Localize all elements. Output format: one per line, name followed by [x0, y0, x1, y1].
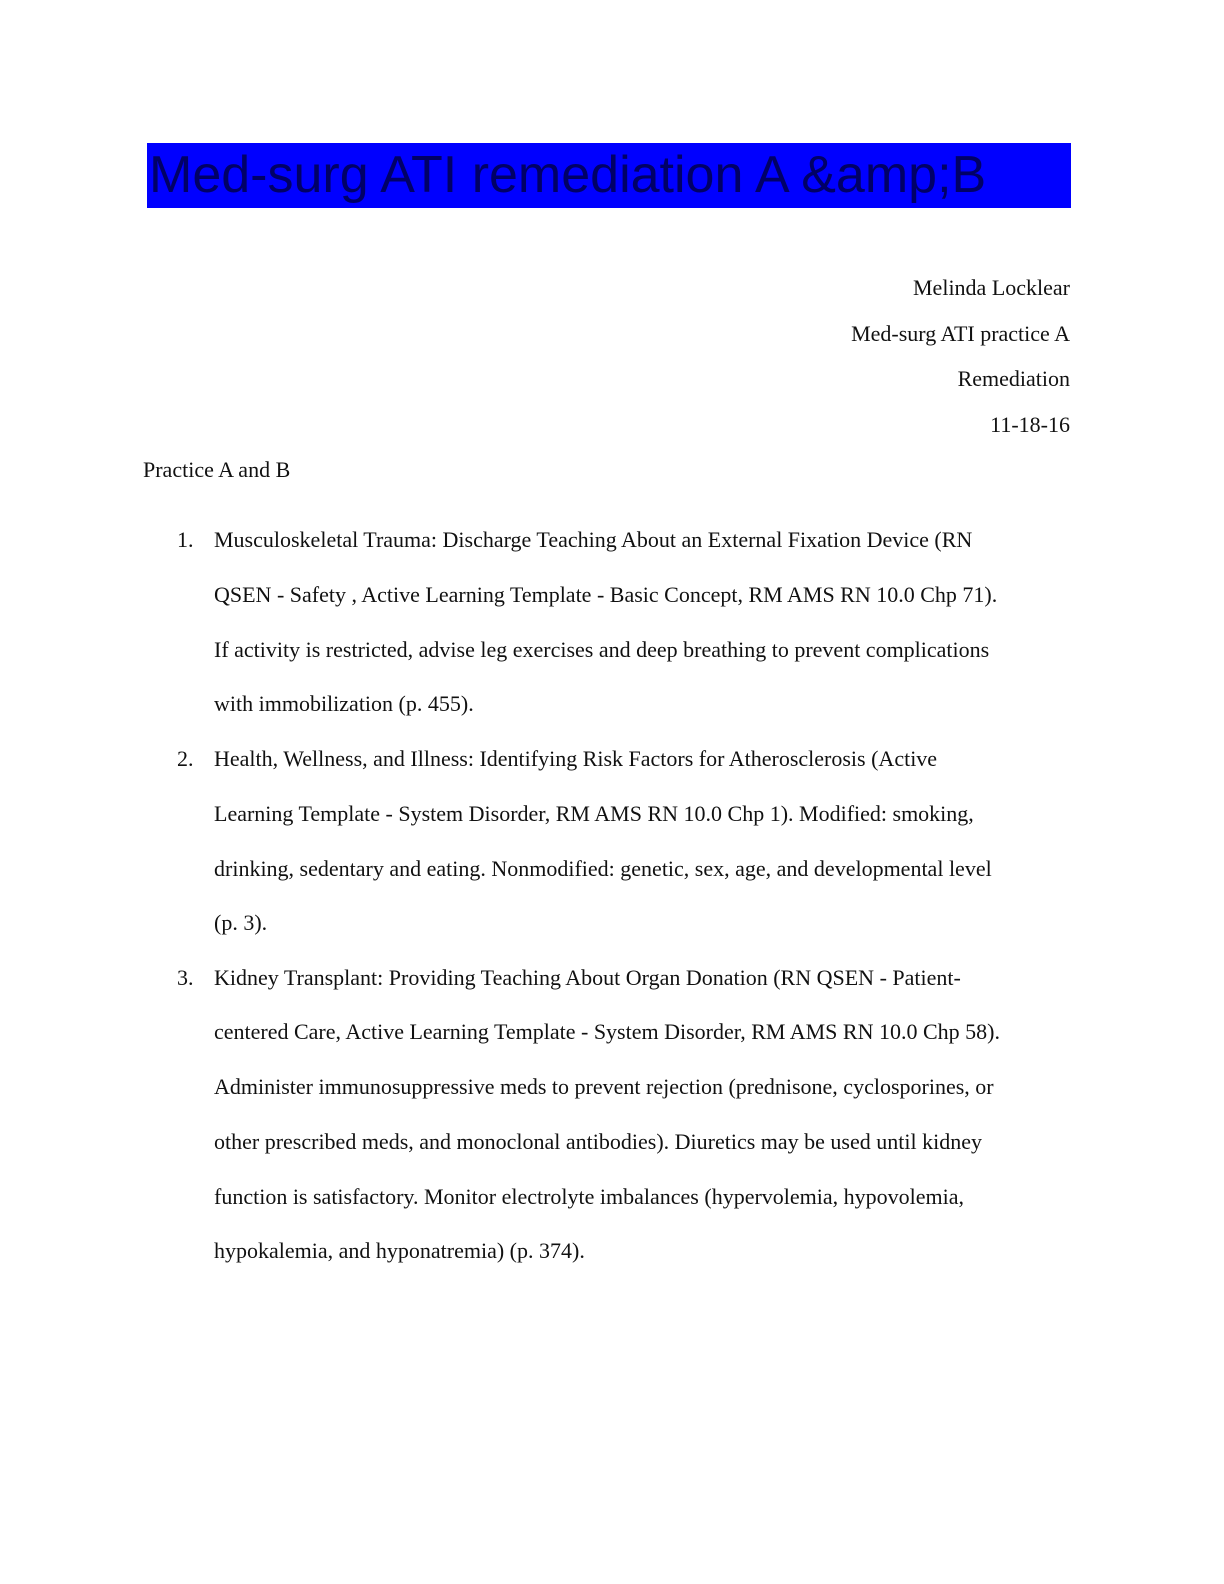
- list-item-line: Health, Wellness, and Illness: Identifying Risk Factors for Atherosclerosis (Active: [214, 746, 938, 771]
- list-item-line: function is satisfactory. Monitor electrolyte imbalances (hypervolemia, hypovolemia,: [214, 1184, 965, 1209]
- list-item-number: 1.: [177, 527, 194, 552]
- list-item-line: Kidney Transplant: Providing Teaching About Organ Donation (RN QSEN - Patient-: [214, 965, 961, 990]
- list-item-line: with immobilization (p. 455).: [214, 691, 474, 716]
- assignment-type: Remediation: [957, 366, 1070, 391]
- list-item-line: QSEN - Safety , Active Learning Template - Basic Concept, RM AMS RN 10.0 Chp 71).: [214, 582, 998, 607]
- list-item-line: (p. 3).: [214, 910, 268, 935]
- author-name: Melinda Locklear: [913, 275, 1070, 300]
- list-item-line: other prescribed meds, and monoclonal antibodies). Diuretics may be used until kidney: [214, 1129, 982, 1154]
- list-item-line: If activity is restricted, advise leg exercises and deep breathing to prevent complications: [214, 637, 990, 662]
- list-item-line: drinking, sedentary and eating. Nonmodified: genetic, sex, age, and developmental level: [214, 856, 992, 881]
- list-item-line: centered Care, Active Learning Template - System Disorder, RM AMS RN 10.0 Chp 58).: [214, 1019, 1000, 1044]
- list-item-number: 3.: [177, 965, 194, 990]
- list-item-line: Learning Template - System Disorder, RM AMS RN 10.0 Chp 1). Modified: smoking,: [214, 801, 974, 826]
- document-date: 11-18-16: [990, 412, 1070, 437]
- list-item-number: 2.: [177, 746, 194, 771]
- title-banner: [147, 143, 1071, 208]
- document-title: Med-surg ATI remediation A &amp;B: [149, 146, 987, 204]
- list-item-line: Administer immunosuppressive meds to prevent rejection (prednisone, cyclosporines, or: [214, 1074, 994, 1099]
- list-item-line: hypokalemia, and hyponatremia) (p. 374).: [214, 1238, 585, 1263]
- list-item-line: Musculoskeletal Trauma: Discharge Teaching About an External Fixation Device (RN: [214, 527, 973, 552]
- course-name: Med-surg ATI practice A: [851, 321, 1070, 346]
- section-heading: Practice A and B: [143, 457, 291, 482]
